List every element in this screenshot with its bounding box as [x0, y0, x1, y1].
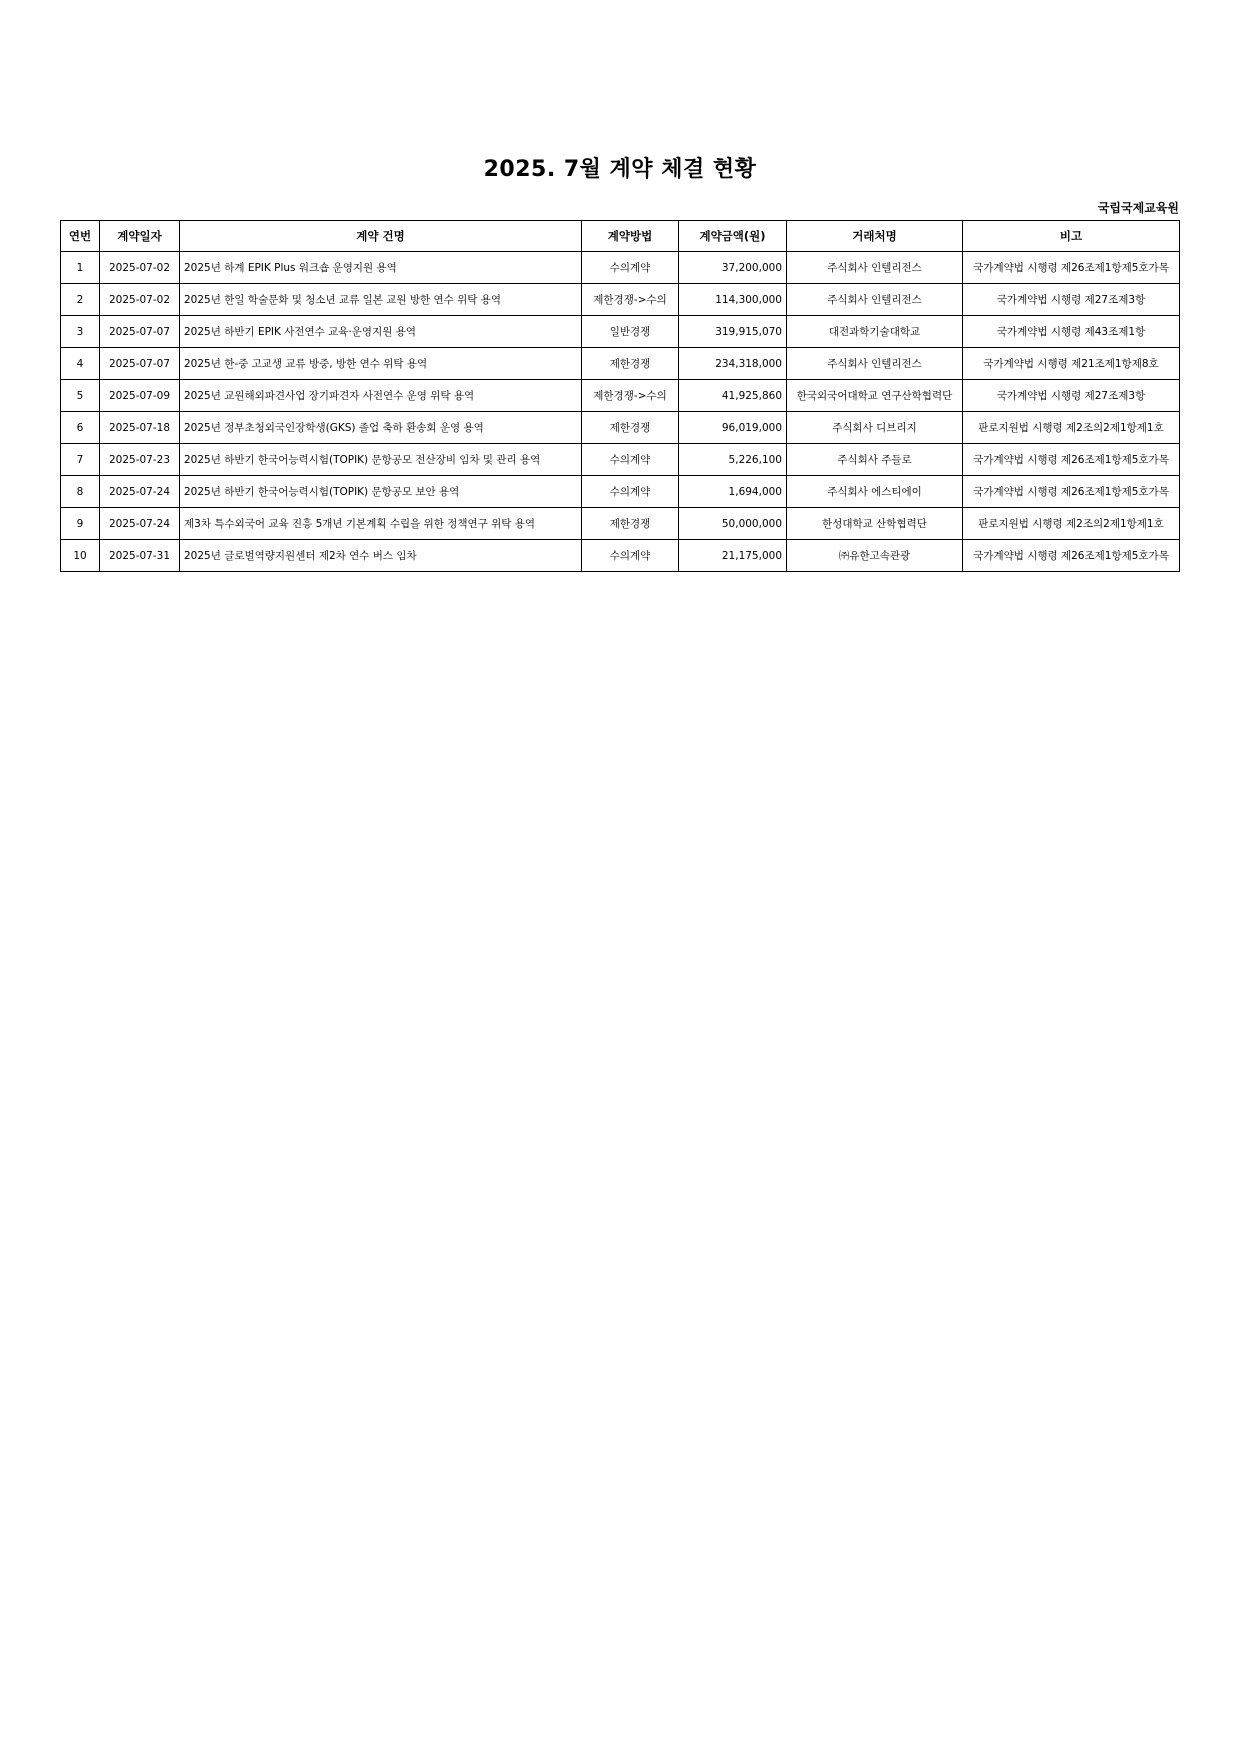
- cell-no: 10: [61, 540, 100, 572]
- cell-note: 국가계약법 시행령 제26조제1항제5호가목: [963, 476, 1180, 508]
- cell-name: 2025년 하계 EPIK Plus 워크숍 운영지원 용역: [180, 252, 582, 284]
- cell-note: 판로지원법 시행령 제2조의2제1항제1호: [963, 508, 1180, 540]
- cell-date: 2025-07-24: [100, 508, 180, 540]
- cell-note: 국가계약법 시행령 제21조제1항제8호: [963, 348, 1180, 380]
- cell-method: 일반경쟁: [582, 316, 679, 348]
- cell-amount: 114,300,000: [679, 284, 787, 316]
- cell-amount: 319,915,070: [679, 316, 787, 348]
- cell-name: 2025년 글로벌역량지원센터 제2차 연수 버스 임차: [180, 540, 582, 572]
- cell-vendor: 주식회사 에스티에이: [787, 476, 963, 508]
- cell-note: 국가계약법 시행령 제43조제1항: [963, 316, 1180, 348]
- cell-name: 2025년 교원해외파견사업 장기파견자 사전연수 운영 위탁 용역: [180, 380, 582, 412]
- cell-no: 3: [61, 316, 100, 348]
- column-header-vendor: 거래처명: [787, 221, 963, 252]
- cell-note: 국가계약법 시행령 제27조제3항: [963, 380, 1180, 412]
- column-header-note: 비고: [963, 221, 1180, 252]
- cell-no: 6: [61, 412, 100, 444]
- cell-amount: 21,175,000: [679, 540, 787, 572]
- cell-vendor: 한성대학교 산학협력단: [787, 508, 963, 540]
- cell-method: 제한경쟁->수의: [582, 284, 679, 316]
- table-row: [61, 508, 1180, 540]
- table-row: [61, 540, 1180, 572]
- cell-date: 2025-07-02: [100, 284, 180, 316]
- cell-vendor: 주식회사 인텔리전스: [787, 348, 963, 380]
- cell-vendor: 주식회사 인텔리전스: [787, 252, 963, 284]
- cell-amount: 1,694,000: [679, 476, 787, 508]
- cell-note: 국가계약법 시행령 제26조제1항제5호가목: [963, 444, 1180, 476]
- cell-no: 1: [61, 252, 100, 284]
- cell-date: 2025-07-18: [100, 412, 180, 444]
- cell-no: 2: [61, 284, 100, 316]
- cell-amount: 234,318,000: [679, 348, 787, 380]
- cell-method: 수의계약: [582, 476, 679, 508]
- table-row: [61, 444, 1180, 476]
- cell-date: 2025-07-07: [100, 348, 180, 380]
- table-row: [61, 316, 1180, 348]
- cell-note: 국가계약법 시행령 제27조제3항: [963, 284, 1180, 316]
- table-row: [61, 412, 1180, 444]
- column-header-no: 연번: [61, 221, 100, 252]
- table-row: [61, 380, 1180, 412]
- cell-method: 제한경쟁->수의: [582, 380, 679, 412]
- cell-vendor: 한국외국어대학교 연구산학협력단: [787, 380, 963, 412]
- cell-no: 4: [61, 348, 100, 380]
- table-row: [61, 252, 1180, 284]
- cell-no: 9: [61, 508, 100, 540]
- cell-method: 제한경쟁: [582, 508, 679, 540]
- organization-name: 국립국제교육원: [1097, 201, 1179, 215]
- cell-date: 2025-07-09: [100, 380, 180, 412]
- cell-no: 5: [61, 380, 100, 412]
- cell-name: 2025년 하반기 EPIK 사전연수 교육·운영지원 용역: [180, 316, 582, 348]
- cell-date: 2025-07-23: [100, 444, 180, 476]
- cell-name: 2025년 정부초청외국인장학생(GKS) 졸업 축하 환송회 운영 용역: [180, 412, 582, 444]
- cell-amount: 37,200,000: [679, 252, 787, 284]
- cell-note: 판로지원법 시행령 제2조의2제1항제1호: [963, 412, 1180, 444]
- cell-amount: 50,000,000: [679, 508, 787, 540]
- column-header-date: 계약일자: [100, 221, 180, 252]
- cell-name: 2025년 하반기 한국어능력시험(TOPIK) 문항공모 전산장비 임차 및 관리 용역: [180, 444, 582, 476]
- column-header-name: 계약 건명: [180, 221, 582, 252]
- cell-name: 2025년 한일 학술문화 및 청소년 교류 일본 교원 방한 연수 위탁 용역: [180, 284, 582, 316]
- table-row: [61, 348, 1180, 380]
- cell-vendor: ㈜유한고속관광: [787, 540, 963, 572]
- cell-amount: 5,226,100: [679, 444, 787, 476]
- cell-no: 7: [61, 444, 100, 476]
- cell-name: 2025년 하반기 한국어능력시험(TOPIK) 문항공모 보안 용역: [180, 476, 582, 508]
- cell-amount: 41,925,860: [679, 380, 787, 412]
- cell-note: 국가계약법 시행령 제26조제1항제5호가목: [963, 252, 1180, 284]
- column-header-method: 계약방법: [582, 221, 679, 252]
- cell-date: 2025-07-07: [100, 316, 180, 348]
- cell-date: 2025-07-31: [100, 540, 180, 572]
- cell-no: 8: [61, 476, 100, 508]
- cell-method: 제한경쟁: [582, 412, 679, 444]
- cell-method: 수의계약: [582, 252, 679, 284]
- cell-method: 수의계약: [582, 540, 679, 572]
- cell-date: 2025-07-24: [100, 476, 180, 508]
- cell-vendor: 대전과학기술대학교: [787, 316, 963, 348]
- table-row: [61, 476, 1180, 508]
- cell-name: 2025년 한-중 고교생 교류 방중, 방한 연수 위탁 용역: [180, 348, 582, 380]
- cell-vendor: 주식회사 인텔리전스: [787, 284, 963, 316]
- page-title: 2025. 7월 계약 체결 현황: [483, 157, 757, 182]
- table-row: [61, 284, 1180, 316]
- table-header-row: [61, 221, 1180, 252]
- cell-vendor: 주식회사 디브리지: [787, 412, 963, 444]
- cell-note: 국가계약법 시행령 제26조제1항제5호가목: [963, 540, 1180, 572]
- cell-vendor: 주식회사 주들로: [787, 444, 963, 476]
- cell-date: 2025-07-02: [100, 252, 180, 284]
- cell-method: 제한경쟁: [582, 348, 679, 380]
- contracts-table: [60, 220, 1180, 572]
- cell-name: 제3차 특수외국어 교육 진흥 5개년 기본계획 수립을 위한 정책연구 위탁 용역: [180, 508, 582, 540]
- cell-amount: 96,019,000: [679, 412, 787, 444]
- cell-method: 수의계약: [582, 444, 679, 476]
- column-header-amount: 계약금액(원): [679, 221, 787, 252]
